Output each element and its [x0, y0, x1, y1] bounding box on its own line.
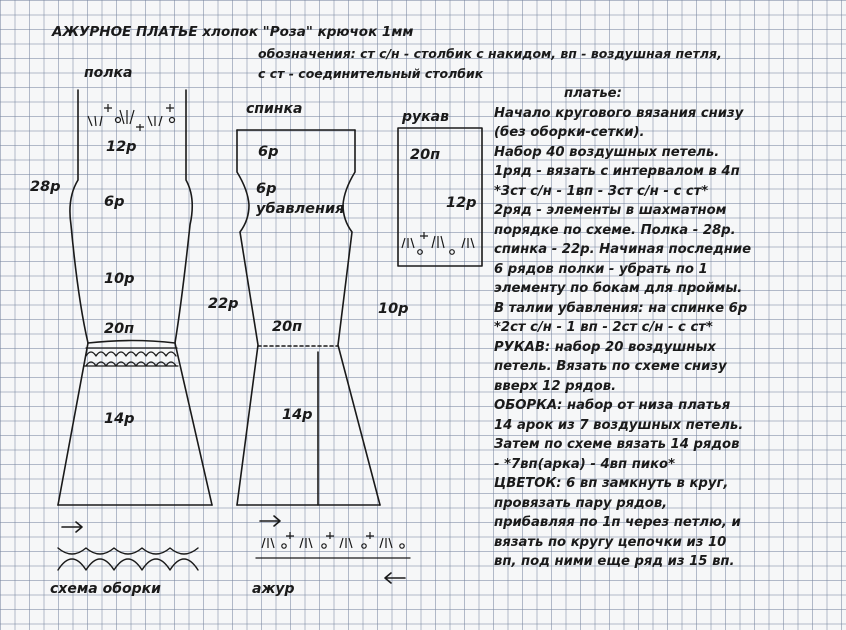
instruction-line: петель. Вязать по схеме снизу [494, 359, 727, 374]
back-row-label-2: 6р [256, 181, 277, 197]
front-outline-right [175, 90, 212, 505]
front-row-label-5: 14р [104, 411, 135, 427]
front-waist [88, 341, 175, 344]
ruffle-scheme-label: схема оборки [50, 581, 161, 597]
sleeve-label: рукав [402, 109, 449, 125]
instruction-line: Затем по схеме вязать 14 рядов [494, 437, 740, 452]
instruction-line: 14 арок из 7 воздушных петель. [494, 417, 744, 433]
arrow-right-2 [260, 516, 280, 526]
diagram-title: АЖУРНОЕ ПЛАТЬЕ хлопок "Роза" крючок 1мм [52, 24, 414, 40]
arrow-right-1 [62, 522, 82, 532]
instruction-line: ЦВЕТОК: 6 вп замкнуть в круг, [494, 476, 729, 491]
instruction-line: 2ряд - элементы в шахматном [494, 203, 727, 218]
sleeve-width-label: 20п [410, 147, 441, 163]
back-row-label-1: 6р [258, 144, 279, 160]
openwork-symbols [262, 532, 404, 548]
front-lace-scallops [86, 352, 176, 366]
instruction-line: Начало кругового вязания снизу [494, 105, 744, 121]
back-outline-right [338, 130, 380, 505]
instruction-line: порядке по схеме. Полка - 28р. [494, 222, 736, 238]
instruction-line: - *7вп(арка) - 4вп пико* [494, 456, 675, 472]
arrow-left [385, 573, 405, 583]
back-height-label: 22р [208, 296, 239, 312]
instruction-line: РУКАВ: набор 20 воздушных [494, 339, 716, 355]
instruction-line: прибавляя по 1п через петлю, и [494, 515, 741, 530]
instruction-line: 1ряд - вязать с интервалом в 4п [494, 164, 740, 179]
back-outline-left [237, 130, 258, 505]
front-row-label-2: 6р [104, 194, 125, 210]
back-right-label: 10р [378, 301, 409, 317]
back-label: спинка [246, 101, 303, 117]
instruction-line: В талии убавления: на спинке 6р [494, 300, 748, 316]
sleeve-symbols [402, 232, 474, 254]
instruction-line: *3ст с/н - 1вп - 3ст с/н - с ст* [494, 183, 709, 199]
instruction-line: вязать по кругу цепочки из 10 [494, 534, 727, 550]
sleeve-height-label: 12р [446, 195, 477, 211]
instruction-line: *2ст с/н - 1 вп - 2ст с/н - с ст* [494, 320, 713, 335]
front-row-label-3: 10р [104, 271, 135, 287]
back-row-label-3: убавления [256, 201, 345, 217]
instruction-line: спинка - 22р. Начиная последние [494, 242, 752, 257]
front-row-label-4: 20п [104, 321, 135, 337]
front-row-label-1: 12р [106, 139, 137, 155]
instruction-line: Набор 40 воздушных петель. [494, 144, 720, 160]
instruction-line: вверх 12 рядов. [494, 378, 617, 394]
instruction-line: ОБОРКА: набор от низа платья [494, 398, 731, 413]
front-label: полка [84, 65, 133, 81]
back-row-label-5: 14р [282, 407, 313, 423]
front-symbols [88, 104, 175, 131]
ruffle-scheme [58, 548, 198, 570]
legend-line-2: с ст - соединительный столбик [258, 66, 484, 81]
instruction-line: (без оборки-сетки). [494, 125, 645, 140]
legend-line-1: обозначения: ст с/н - столбик с накидом, вп - воздушная петля, [258, 46, 722, 61]
openwork-label: ажур [252, 581, 295, 597]
instruction-line: вп, под ними еще ряд из 15 вп. [494, 554, 735, 569]
instruction-line: элементу по бокам для проймы. [494, 281, 743, 296]
front-outline [58, 90, 88, 505]
instructions-block [494, 84, 839, 572]
back-row-label-4: 20п [272, 319, 303, 335]
instruction-line: платье: [564, 86, 622, 101]
instruction-line: провязать пару рядов, [494, 495, 668, 511]
instruction-line: 6 рядов полки - убрать по 1 [494, 261, 708, 277]
front-height-label: 28р [30, 179, 61, 195]
